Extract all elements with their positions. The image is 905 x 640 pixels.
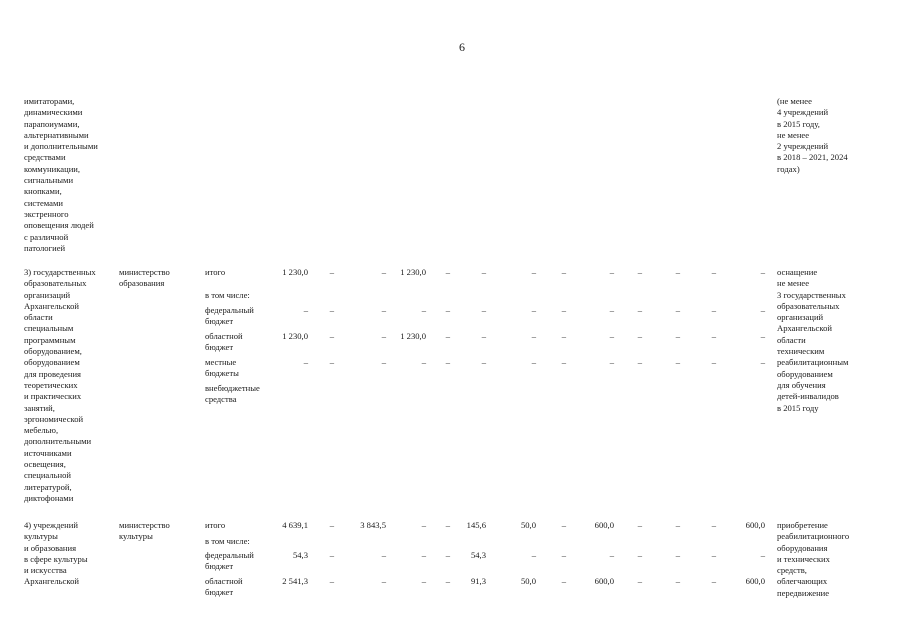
value-cell: –: [445, 576, 450, 586]
value-cell: –: [329, 305, 334, 315]
value-cell: –: [329, 357, 334, 367]
value-cell: –: [561, 267, 566, 277]
value-cell: –: [711, 576, 716, 586]
value-cell: –: [637, 331, 642, 341]
value-cell: –: [381, 550, 386, 560]
value-cell: 1 230,0: [282, 331, 308, 341]
value-cell: –: [561, 520, 566, 530]
value-cell: –: [637, 576, 642, 586]
value-cell: 2 541,3: [282, 576, 308, 586]
value-cell: –: [303, 305, 308, 315]
measure-3-executor: министерство образования: [119, 267, 170, 289]
value-cell: –: [445, 357, 450, 367]
value-cell: –: [609, 331, 614, 341]
value-cell: –: [421, 520, 426, 530]
value-cell: 91,3: [470, 576, 486, 586]
value-cell: 4 639,1: [282, 520, 308, 530]
value-cell: –: [711, 357, 716, 367]
value-cell: –: [609, 267, 614, 277]
value-cell: –: [329, 550, 334, 560]
value-cell: –: [637, 267, 642, 277]
value-cell: –: [675, 331, 680, 341]
value-cell: –: [421, 305, 426, 315]
value-cell: 3 843,5: [360, 520, 386, 530]
value-cell: –: [760, 357, 765, 367]
value-cell: 600,0: [594, 576, 614, 586]
continued-measure-text: имитаторами, динамическими парапоиумами, альтернативными и дополнительными средствами коммуникации, сигнальными кнопками, системами экстренного оповещения людей с различной патологией: [24, 96, 98, 253]
measure-3-source-regional: областной бюджет: [205, 331, 243, 353]
value-cell: –: [637, 305, 642, 315]
value-cell: –: [561, 576, 566, 586]
value-cell: –: [675, 357, 680, 367]
continued-result-note: (не менее 4 учреждений в 2015 году, не менее 2 учреждений в 2018 – 2021, 2024 годах): [777, 96, 848, 174]
value-cell: –: [711, 331, 716, 341]
value-cell: –: [329, 520, 334, 530]
value-cell: –: [481, 267, 486, 277]
value-cell: –: [760, 550, 765, 560]
value-cell: –: [531, 550, 536, 560]
measure-4-executor: министерство культуры: [119, 520, 170, 542]
page-number: 6: [459, 40, 465, 54]
value-cell: 600,0: [745, 576, 765, 586]
value-cell: –: [711, 305, 716, 315]
value-cell: –: [481, 305, 486, 315]
value-cell: –: [531, 357, 536, 367]
value-cell: –: [445, 305, 450, 315]
value-cell: –: [329, 576, 334, 586]
value-cell: –: [381, 331, 386, 341]
value-cell: –: [481, 331, 486, 341]
value-cell: –: [637, 357, 642, 367]
value-cell: –: [637, 520, 642, 530]
value-cell: –: [561, 357, 566, 367]
value-cell: –: [329, 267, 334, 277]
value-cell: 50,0: [520, 576, 536, 586]
value-cell: –: [481, 357, 486, 367]
measure-4-source-regional: областной бюджет: [205, 576, 243, 598]
value-cell: –: [381, 305, 386, 315]
measure-4-source-total: итого: [205, 520, 226, 530]
value-cell: –: [381, 357, 386, 367]
measure-3-source-federal: федеральный бюджет: [205, 305, 254, 327]
value-cell: –: [561, 331, 566, 341]
measure-3-source-total: итого: [205, 267, 226, 277]
value-cell: –: [711, 550, 716, 560]
value-cell: –: [421, 357, 426, 367]
value-cell: –: [381, 267, 386, 277]
value-cell: –: [531, 267, 536, 277]
value-cell: 54,3: [292, 550, 308, 560]
value-cell: –: [445, 550, 450, 560]
value-cell: 1 230,0: [282, 267, 308, 277]
value-cell: –: [445, 331, 450, 341]
value-cell: 54,3: [470, 550, 486, 560]
value-cell: 1 230,0: [400, 331, 426, 341]
value-cell: –: [675, 550, 680, 560]
measure-4-result-note: приобретение реабилитационного оборудования и технических средств, облегчающих передвижение: [777, 520, 850, 598]
value-cell: –: [760, 305, 765, 315]
value-cell: –: [561, 550, 566, 560]
value-cell: –: [303, 357, 308, 367]
measure-4-source-federal: федеральный бюджет: [205, 550, 254, 572]
value-cell: 145,6: [466, 520, 486, 530]
value-cell: –: [561, 305, 566, 315]
value-cell: –: [760, 331, 765, 341]
measure-4-source-including: в том числе:: [205, 536, 250, 546]
measure-3-result-note: оснащение не менее 3 государственных образовательных организаций Архангельской области техническим реабилитационным оборудованием для обучения детей-инвалидов в 2015 году: [777, 267, 849, 413]
measure-3-source-local: местные бюджеты: [205, 357, 239, 379]
value-cell: 600,0: [594, 520, 614, 530]
value-cell: –: [675, 520, 680, 530]
value-cell: –: [531, 331, 536, 341]
value-cell: –: [711, 267, 716, 277]
value-cell: –: [421, 550, 426, 560]
value-cell: –: [381, 576, 386, 586]
value-cell: –: [329, 331, 334, 341]
value-cell: –: [445, 520, 450, 530]
value-cell: –: [609, 550, 614, 560]
value-cell: –: [609, 305, 614, 315]
value-cell: 600,0: [745, 520, 765, 530]
value-cell: 1 230,0: [400, 267, 426, 277]
measure-3-source-including: в том числе:: [205, 290, 250, 300]
value-cell: –: [711, 520, 716, 530]
value-cell: –: [675, 267, 680, 277]
measure-3-name: 3) государственных образовательных организаций Архангельской области специальным программным оборудованием, оборудованием для проведения теоретических и практических занятий, эргономической мебелью, дополнительными источниками освещения, специальной литературой, диктофонами: [24, 267, 96, 503]
measure-3-source-extrabudget: внебюджетные средства: [205, 383, 260, 405]
value-cell: –: [531, 305, 536, 315]
value-cell: –: [675, 576, 680, 586]
value-cell: –: [760, 267, 765, 277]
value-cell: 50,0: [520, 520, 536, 530]
value-cell: –: [421, 576, 426, 586]
value-cell: –: [609, 357, 614, 367]
value-cell: –: [675, 305, 680, 315]
value-cell: –: [445, 267, 450, 277]
measure-4-name: 4) учреждений культуры и образования в сфере культуры и искусства Архангельской: [24, 520, 88, 587]
value-cell: –: [637, 550, 642, 560]
